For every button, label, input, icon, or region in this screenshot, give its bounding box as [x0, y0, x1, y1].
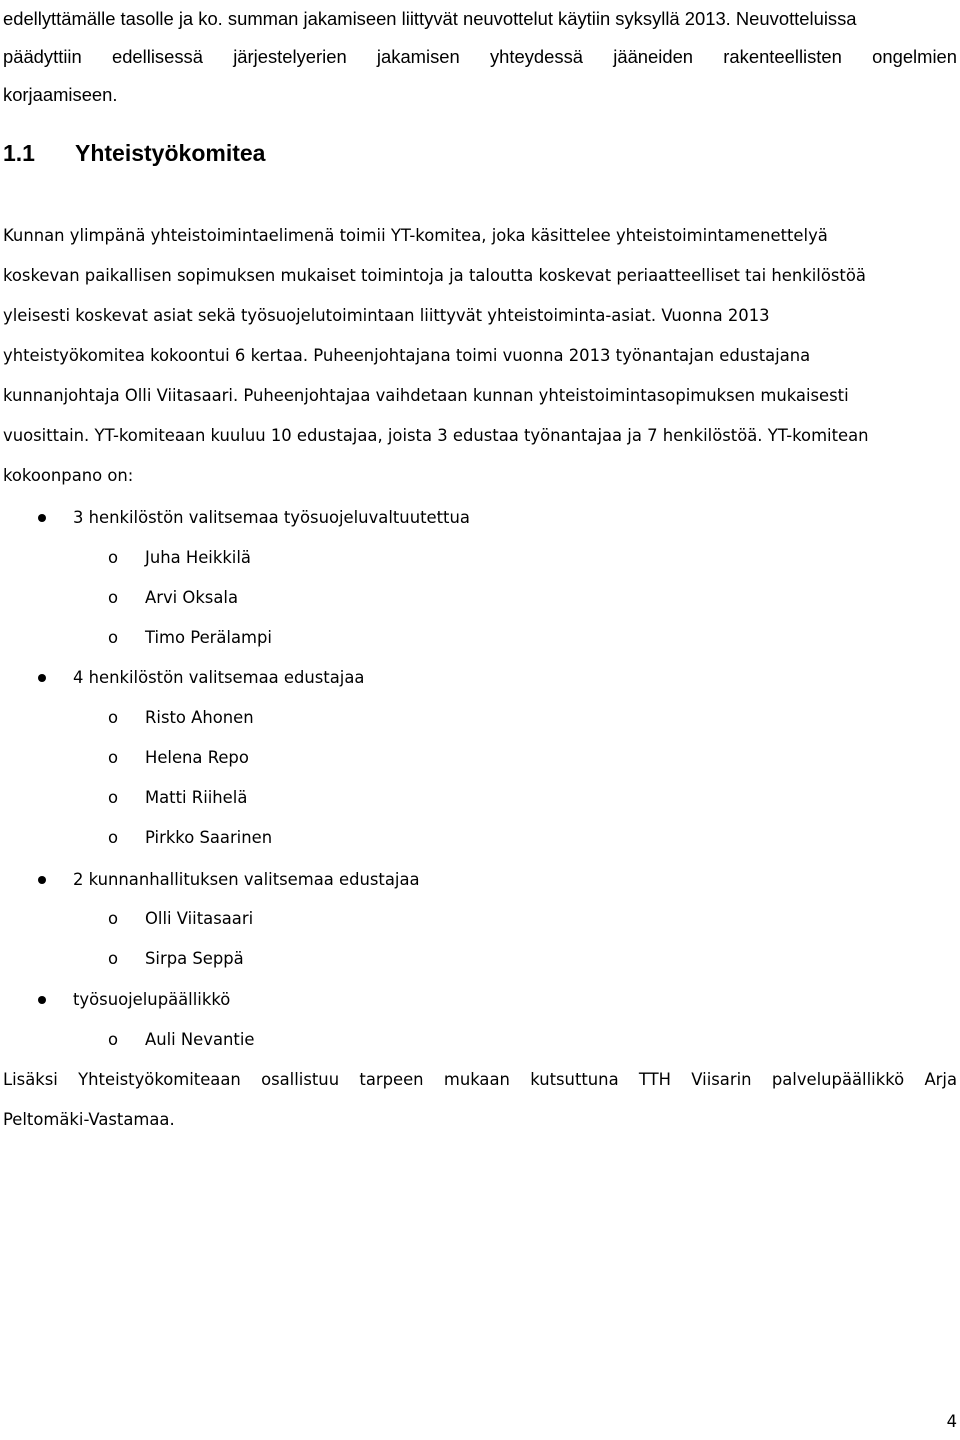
member-name: Risto Ahonen: [145, 708, 254, 727]
intro-line-3: korjaamiseen.: [3, 84, 118, 105]
bullet-icon: [38, 514, 46, 522]
section-number: 1.1: [3, 140, 35, 166]
group-label: työsuojelupäällikkö: [73, 990, 231, 1009]
section-heading: [3, 133, 265, 173]
page-number: 4: [946, 1412, 957, 1431]
member-name: Auli Nevantie: [145, 1030, 255, 1049]
circle-marker-icon: o: [108, 909, 119, 928]
body-line: vuosittain. YT-komiteaan kuuluu 10 edustajaa, joista 3 edustaa työnantajaa ja 7 henkilöstöä. YT-komitean: [3, 426, 869, 445]
body-line: kunnanjohtaja Olli Viitasaari. Puheenjohtajaa vaihdetaan kunnan yhteistoimintasopimuksen mukaisesti: [3, 386, 849, 405]
member-name: Timo Perälampi: [145, 628, 272, 647]
body-line: kokoonpano on:: [3, 466, 134, 485]
list-item-member: [0, 738, 960, 778]
circle-marker-icon: o: [108, 1030, 119, 1049]
body-paragraph: [3, 216, 957, 496]
list-item-member: [0, 1020, 960, 1060]
bullet-icon: [38, 876, 46, 884]
member-name: Juha Heikkilä: [145, 548, 251, 567]
closing-line-2: Peltomäki-Vastamaa.: [3, 1110, 175, 1129]
member-name: Sirpa Seppä: [145, 949, 244, 968]
circle-marker-icon: o: [108, 588, 119, 607]
list-item-group: [0, 498, 960, 538]
intro-line-1: edellyttämälle tasolle ja ko. summan jakamiseen liittyvät neuvottelut käytiin syksyllä 2013. Neuvotteluissa: [3, 8, 857, 29]
circle-marker-icon: o: [108, 828, 119, 847]
list-item-member: [0, 818, 960, 858]
list-item-group: [0, 860, 960, 900]
closing-line-1: Lisäksi Yhteistyökomiteaan osallistuu tarpeen mukaan kutsuttuna TTH Viisarin palvelupäällikkö Arja: [3, 1070, 957, 1089]
member-name: Arvi Oksala: [145, 588, 238, 607]
circle-marker-icon: o: [108, 708, 119, 727]
member-name: Olli Viitasaari: [145, 909, 254, 928]
list-item-member: [0, 939, 960, 979]
group-label: 3 henkilöstön valitsemaa työsuojeluvaltuutettua: [73, 508, 470, 527]
body-line: yleisesti koskevat asiat sekä työsuojelutoimintaan liittyvät yhteistoiminta-asiat. Vuonna 2013: [3, 306, 770, 325]
list-item-member: [0, 538, 960, 578]
list-item-member: [0, 578, 960, 618]
member-name: Matti Riihelä: [145, 788, 248, 807]
body-line: koskevan paikallisen sopimuksen mukaiset toimintoja ja taloutta koskevat periaatteelliset tai henkilöstöä: [3, 266, 866, 285]
list-item-member: [0, 899, 960, 939]
group-label: 4 henkilöstön valitsemaa edustajaa: [73, 668, 365, 687]
list-item-group: [0, 980, 960, 1020]
closing-paragraph: [3, 1060, 957, 1140]
bullet-icon: [38, 674, 46, 682]
member-name: Pirkko Saarinen: [145, 828, 273, 847]
body-line: yhteistyökomitea kokoontui 6 kertaa. Puheenjohtajana toimi vuonna 2013 työnantajan edustajana: [3, 346, 811, 365]
circle-marker-icon: o: [108, 628, 119, 647]
list-item-member: [0, 698, 960, 738]
circle-marker-icon: o: [108, 949, 119, 968]
list-item-member: [0, 778, 960, 818]
list-item-member: [0, 618, 960, 658]
member-name: Helena Repo: [145, 748, 249, 767]
body-line: Kunnan ylimpänä yhteistoimintaelimenä toimii YT-komitea, joka käsittelee yhteistoimintamenettelyä: [3, 226, 828, 245]
circle-marker-icon: o: [108, 788, 119, 807]
intro-line-2: päädyttiin edellisessä järjestelyerien jakamisen yhteydessä jääneiden rakenteellisten ongelmien: [3, 46, 957, 67]
list-item-group: [0, 658, 960, 698]
circle-marker-icon: o: [108, 748, 119, 767]
circle-marker-icon: o: [108, 548, 119, 567]
group-label: 2 kunnanhallituksen valitsemaa edustajaa: [73, 870, 420, 889]
section-title: Yhteistyökomitea: [75, 140, 266, 166]
bullet-icon: [38, 996, 46, 1004]
intro-paragraph: [3, 0, 957, 114]
